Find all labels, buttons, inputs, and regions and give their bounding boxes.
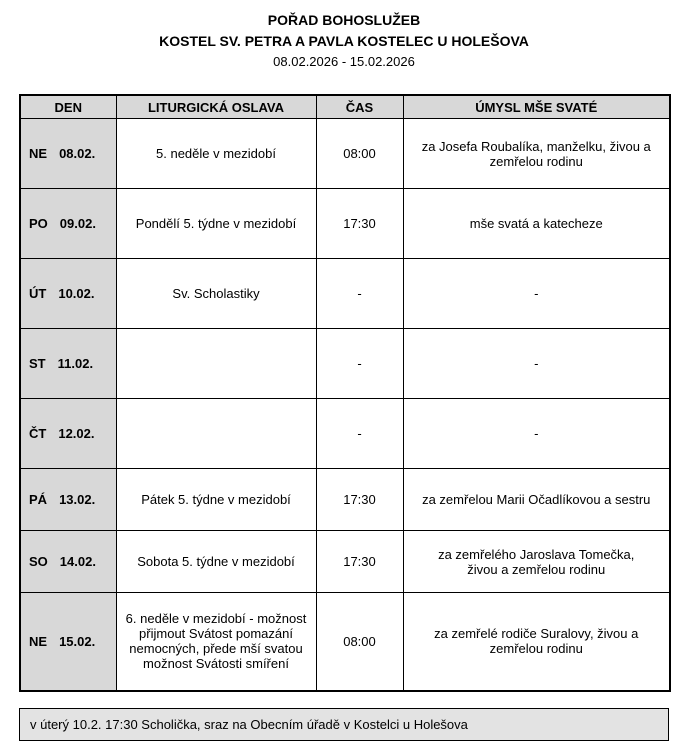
table-row bbox=[20, 531, 670, 593]
table-row bbox=[20, 399, 670, 469]
celebration-cell: 6. neděle v mezidobí - možnost přijmout Svátost pomazání nemocných, přede mší svatou možnost Svátosti smíření bbox=[116, 593, 316, 691]
day-date: 14.02. bbox=[59, 554, 96, 569]
intention-cell: za zemřelého Jaroslava Tomečka, živou a zemřelou rodinu bbox=[403, 531, 670, 593]
header-time: ČAS bbox=[316, 95, 403, 119]
day-abbrev: NE bbox=[29, 146, 48, 161]
header-row bbox=[20, 95, 670, 119]
day-date: 12.02. bbox=[58, 426, 95, 441]
table-row bbox=[20, 469, 670, 531]
day-abbrev: ÚT bbox=[29, 286, 47, 301]
header-liturgical-celebration: LITURGICKÁ OSLAVA bbox=[116, 95, 316, 119]
celebration-cell bbox=[116, 329, 316, 399]
celebration-cell: 5. neděle v mezidobí bbox=[116, 119, 316, 189]
time-cell: - bbox=[316, 399, 403, 469]
table-row bbox=[20, 329, 670, 399]
table-row bbox=[20, 259, 670, 329]
celebration-cell: Sobota 5. týdne v mezidobí bbox=[116, 531, 316, 593]
day-cell bbox=[20, 189, 116, 259]
celebration-cell bbox=[116, 399, 316, 469]
intention-cell: - bbox=[403, 259, 670, 329]
day-date: 08.02. bbox=[59, 146, 96, 161]
table-row bbox=[20, 189, 670, 259]
time-cell: 17:30 bbox=[316, 469, 403, 531]
time-cell: 08:00 bbox=[316, 593, 403, 691]
day-abbrev: SO bbox=[29, 554, 48, 569]
header-mass-intention: ÚMYSL MŠE SVATÉ bbox=[403, 95, 670, 119]
day-abbrev: NE bbox=[29, 633, 48, 649]
celebration-cell: Pondělí 5. týdne v mezidobí bbox=[116, 189, 316, 259]
schedule-table bbox=[19, 94, 671, 692]
footer-note-text: v úterý 10.2. 17:30 Scholička, sraz na Obecním úřadě v Kostelci u Holešova bbox=[30, 716, 468, 732]
day-date: 10.02. bbox=[58, 286, 95, 301]
intention-cell: mše svatá a katecheze bbox=[403, 189, 670, 259]
time-cell: - bbox=[316, 259, 403, 329]
day-cell bbox=[20, 399, 116, 469]
day-date: 15.02. bbox=[59, 633, 96, 649]
day-cell bbox=[20, 329, 116, 399]
header-day: DEN bbox=[20, 95, 116, 119]
day-abbrev: PÁ bbox=[29, 492, 48, 507]
time-cell: - bbox=[316, 329, 403, 399]
day-abbrev: ST bbox=[29, 356, 46, 371]
celebration-cell: Sv. Scholastiky bbox=[116, 259, 316, 329]
church-name: KOSTEL SV. PETRA A PAVLA KOSTELEC U HOLEŠOVA bbox=[159, 33, 529, 49]
time-cell: 08:00 bbox=[316, 119, 403, 189]
day-cell bbox=[20, 119, 116, 189]
day-date: 09.02. bbox=[59, 216, 96, 231]
time-cell: 17:30 bbox=[316, 189, 403, 259]
day-date: 11.02. bbox=[57, 356, 94, 371]
intention-cell: za Josefa Roubalíka, manželku, živou a zemřelou rodinu bbox=[403, 119, 670, 189]
intention-cell: - bbox=[403, 329, 670, 399]
celebration-cell: Pátek 5. týdne v mezidobí bbox=[116, 469, 316, 531]
time-cell: 17:30 bbox=[316, 531, 403, 593]
day-cell bbox=[20, 259, 116, 329]
date-range: 08.02.2026 - 15.02.2026 bbox=[273, 54, 415, 69]
title-block bbox=[19, 10, 669, 72]
footer-note bbox=[19, 708, 669, 741]
day-cell bbox=[20, 593, 116, 691]
intention-cell: - bbox=[403, 399, 670, 469]
day-abbrev: ČT bbox=[29, 426, 47, 441]
table-row bbox=[20, 119, 670, 189]
intention-cell: za zemřelé rodiče Suralovy, živou a zemřelou rodinu bbox=[403, 593, 670, 691]
day-abbrev: PO bbox=[29, 216, 48, 231]
page-title: POŘAD BOHOSLUŽEB bbox=[267, 12, 421, 28]
table-row bbox=[20, 593, 670, 691]
intention-cell: za zemřelou Marii Očadlíkovou a sestru bbox=[403, 469, 670, 531]
day-cell bbox=[20, 469, 116, 531]
day-date: 13.02. bbox=[59, 492, 96, 507]
day-cell bbox=[20, 531, 116, 593]
